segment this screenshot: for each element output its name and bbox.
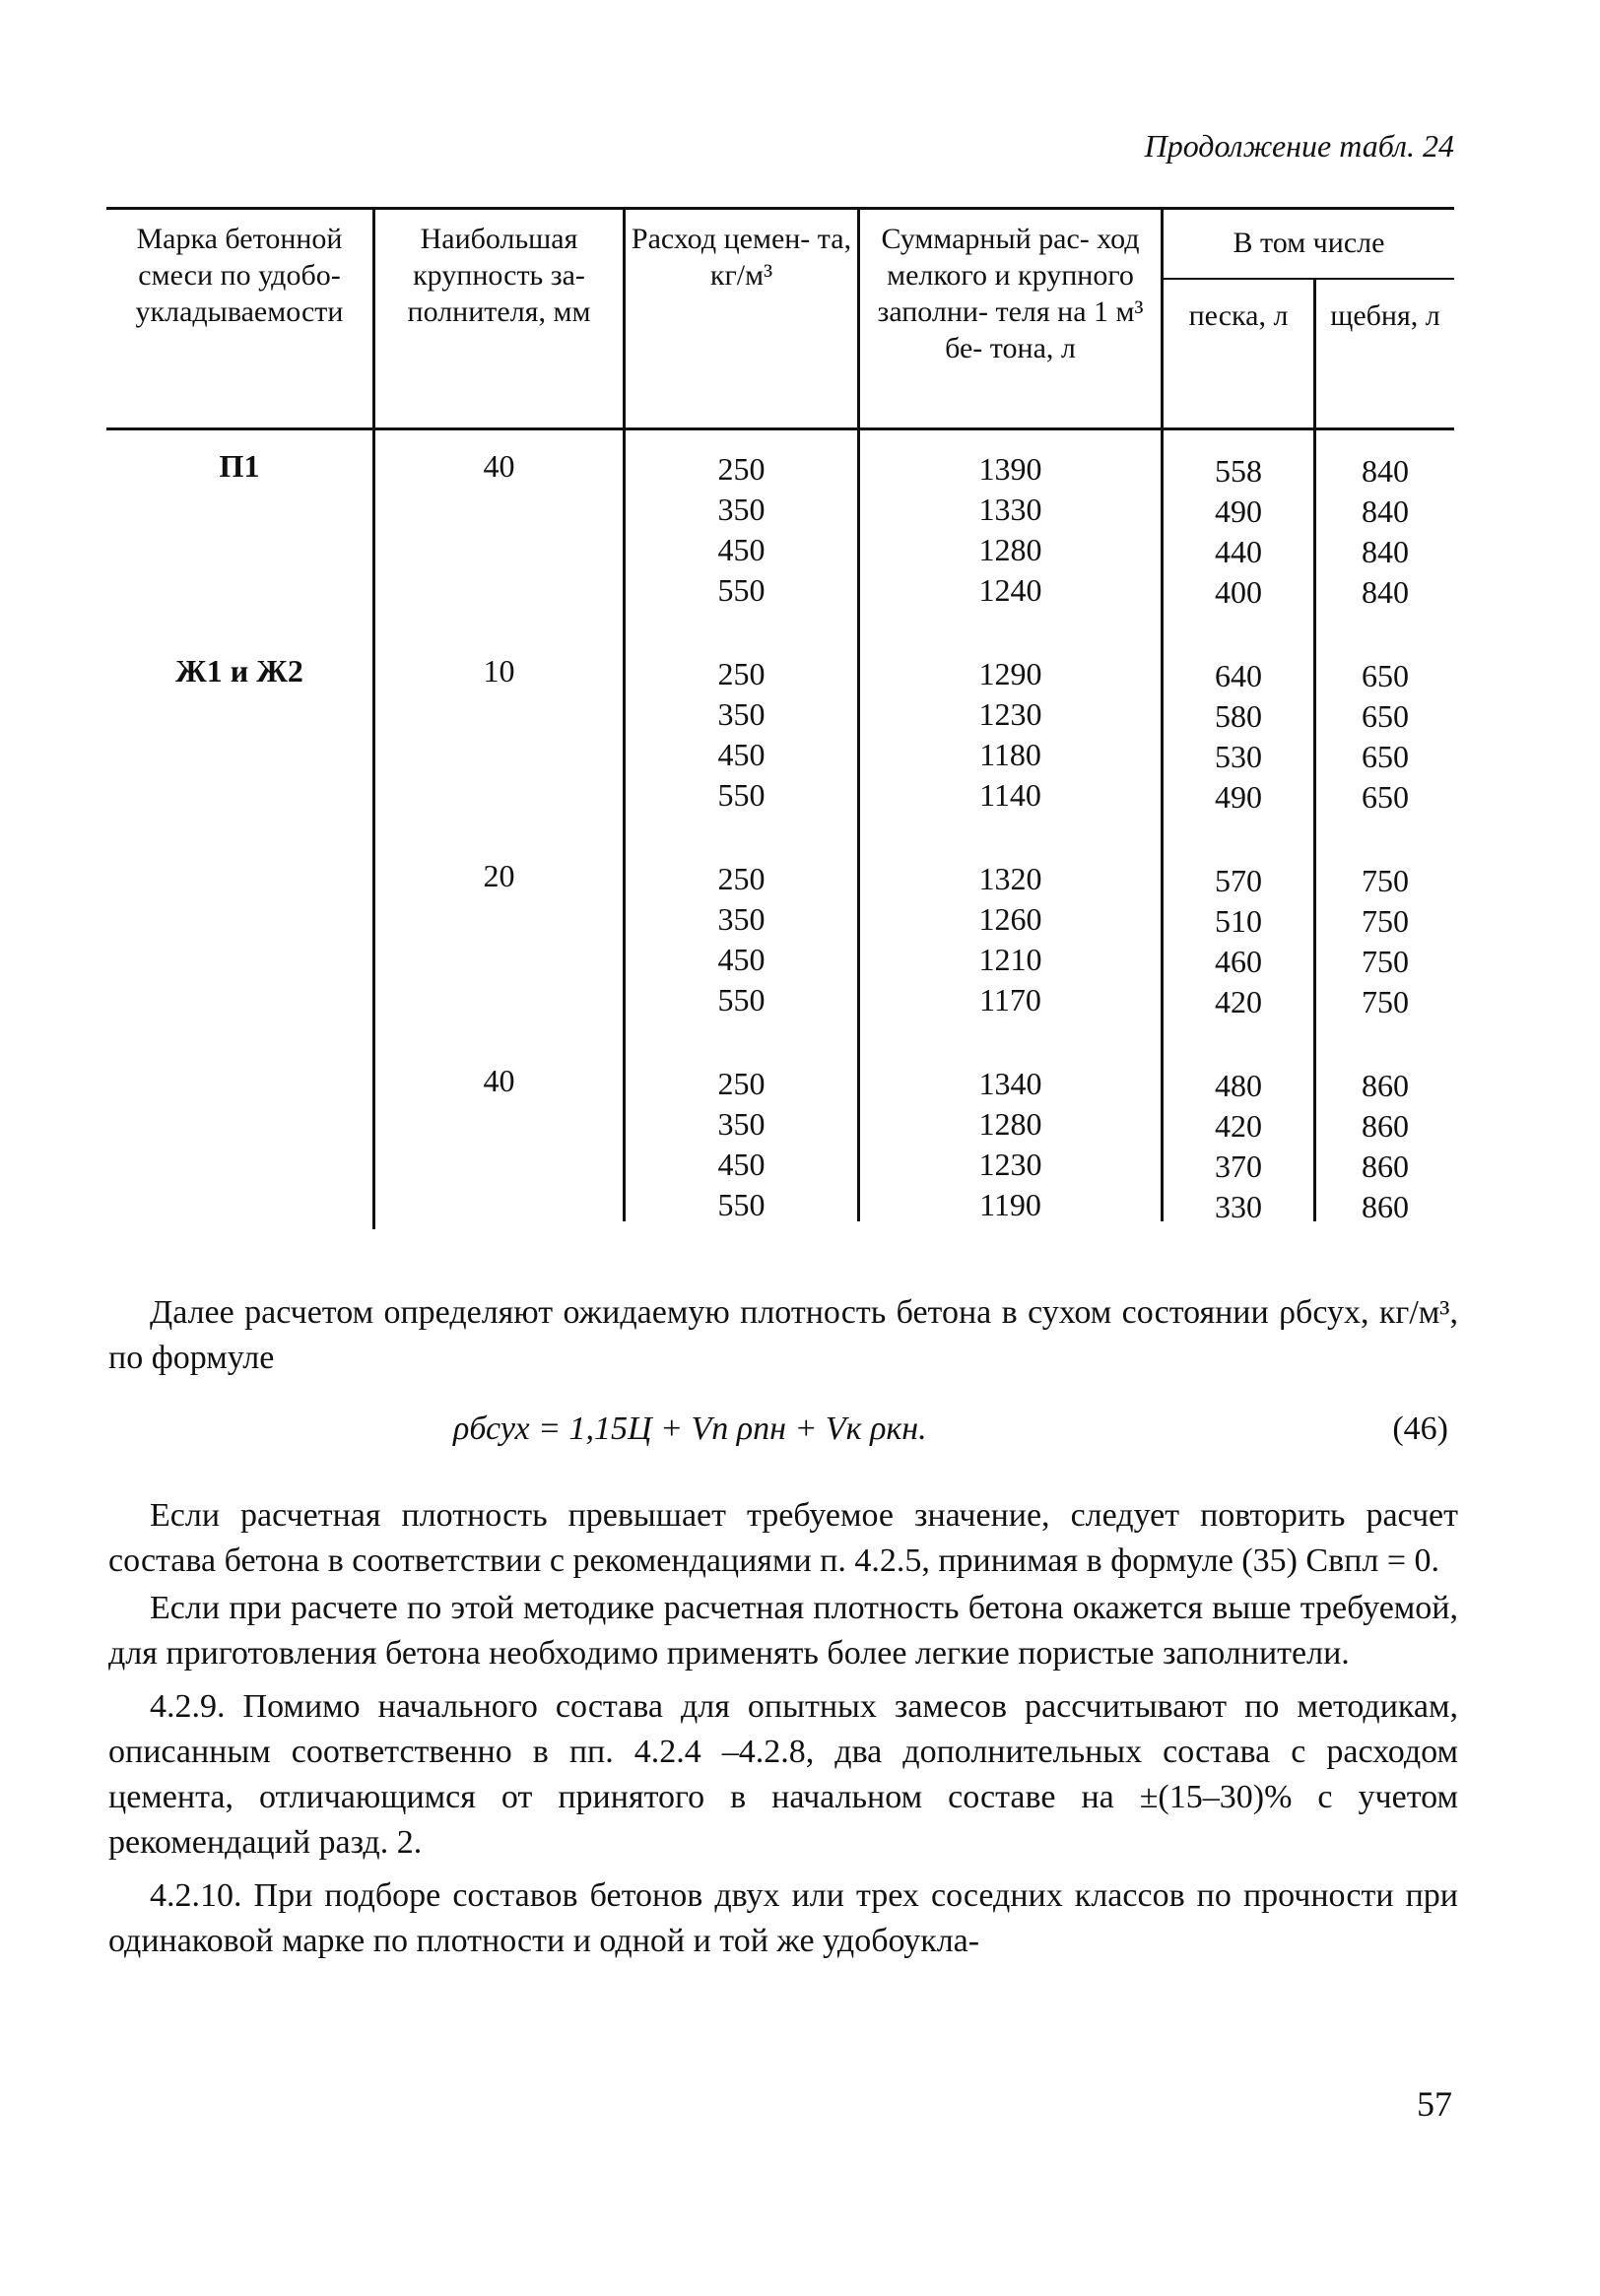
cement-values: [626, 654, 857, 816]
table-cell: 1390: [978, 451, 1042, 487]
formula-number: (46): [1392, 1410, 1448, 1447]
table-cell: 550: [717, 982, 766, 1017]
table-cell: 750: [1362, 863, 1409, 898]
table-cell: 1240: [978, 572, 1042, 608]
paragraph-density-intro: Далее расчетом определяют ожидаемую плотность бетона в сухом состоянии ρбсух, кг/м³, по формуле: [108, 1294, 1458, 1376]
table-cell: 840: [1362, 453, 1409, 489]
table-cell: 750: [1362, 903, 1409, 939]
table-cell: 860: [1362, 1148, 1409, 1184]
table-cell: 550: [717, 572, 766, 608]
header-total: Суммарный рас- ход мелкого и крупного заполни- теля на 1 м³ бе- тона, л: [877, 223, 1144, 364]
group-size: 20: [483, 858, 515, 893]
table-cell: 1140: [979, 777, 1041, 813]
cement-values: [626, 859, 857, 1020]
sand-values: [1164, 656, 1313, 818]
gravel-values: [1316, 451, 1454, 613]
table-cell: 1290: [978, 656, 1042, 691]
table-top-rule: [106, 207, 1454, 210]
table-cell: 840: [1362, 574, 1409, 610]
table-cell: 330: [1215, 1189, 1262, 1224]
table-cell: 450: [717, 942, 766, 977]
table-cell: 400: [1215, 574, 1262, 610]
total-values: [860, 449, 1161, 611]
table-cell: 350: [717, 696, 766, 732]
table-cell: 840: [1362, 534, 1409, 569]
total-values: [860, 654, 1161, 816]
gravel-values: [1316, 1066, 1454, 1227]
header-gravel: щебня, л: [1330, 299, 1440, 332]
header-sand: песка, л: [1188, 299, 1289, 332]
table-cell: 350: [717, 492, 766, 527]
table-cell: 510: [1215, 903, 1262, 939]
table-cell: 460: [1215, 944, 1262, 979]
table-cell: 860: [1362, 1189, 1409, 1224]
cement-values: [626, 449, 857, 611]
table-cell: 1280: [978, 532, 1042, 567]
body-text: [108, 1493, 1458, 1964]
table-cell: 1230: [978, 696, 1042, 732]
table-cell: 1230: [978, 1147, 1042, 1182]
table-cell: 1180: [979, 737, 1041, 772]
table-cell: 650: [1362, 779, 1409, 815]
group-size: 40: [483, 1063, 515, 1098]
paragraph-light-aggregates: Если при расчете по этой методике расчетная плотность бетона окажется выше требуемой, для приготовления бетона необходимо применять более легкие пористые заполнители.: [108, 1590, 1458, 1672]
total-values: [860, 1064, 1161, 1225]
table-cell: 480: [1215, 1068, 1262, 1103]
table-cell: 1330: [978, 492, 1042, 527]
table-cell: 350: [717, 1106, 766, 1142]
table-cell: 250: [717, 861, 766, 896]
table-cell: 640: [1215, 658, 1262, 693]
table-cell: 750: [1362, 944, 1409, 979]
sand-values: [1164, 451, 1313, 613]
table-cell: 650: [1362, 658, 1409, 693]
header-cement: Расход цемен- та, кг/м³: [631, 223, 852, 292]
table-cell: 440: [1215, 534, 1262, 569]
table-continuation-label: Продолжение табл. 24: [1144, 128, 1454, 164]
table-cell: 860: [1362, 1108, 1409, 1144]
total-values: [860, 859, 1161, 1020]
table-cell: 550: [717, 777, 766, 813]
table-cell: 490: [1215, 493, 1262, 529]
table-cell: 250: [717, 451, 766, 487]
table-cell: 840: [1362, 493, 1409, 529]
table-cell: 370: [1215, 1148, 1262, 1184]
group-header-rule: [1161, 278, 1454, 280]
cement-values: [626, 1064, 857, 1225]
sand-values: [1164, 1066, 1313, 1227]
header-mark: Марка бетонной смеси по удобо- укладываемости: [135, 223, 344, 328]
table-cell: 530: [1215, 739, 1262, 774]
formula-expression: ρбсух = 1,15Ц + Vп ρпн + Vк ρкн.: [453, 1410, 927, 1447]
paragraph-4-2-10: 4.2.10. При подборе составов бетонов двух или трех соседних классов по прочности при одинаковой марке по плотности и одной и той же удобоукла-: [108, 1877, 1458, 1959]
group-mark: Ж1 и Ж2: [175, 653, 303, 689]
table-cell: 570: [1215, 863, 1262, 898]
header-group: В том числе: [1233, 227, 1385, 259]
table-cell: 1210: [978, 942, 1042, 977]
table-cell: 350: [717, 901, 766, 937]
table-cell: 250: [717, 656, 766, 691]
table-cell: 1280: [978, 1106, 1042, 1142]
table-cell: 860: [1362, 1068, 1409, 1103]
table-cell: 490: [1215, 779, 1262, 815]
table-cell: 1170: [979, 982, 1041, 1017]
page-number: 57: [1417, 2084, 1452, 2124]
table-cell: 420: [1215, 1108, 1262, 1144]
table-cell: 250: [717, 1066, 766, 1101]
table-cell: 450: [717, 737, 766, 772]
table-cell: 1320: [978, 861, 1042, 896]
table-cell: 650: [1362, 739, 1409, 774]
table-cell: 1190: [979, 1187, 1041, 1222]
table-cell: 650: [1362, 698, 1409, 734]
table-cell: 550: [717, 1187, 766, 1222]
table-cell: 450: [717, 1147, 766, 1182]
group-mark: П1: [219, 448, 260, 484]
group-size: 40: [483, 448, 515, 484]
gravel-values: [1316, 861, 1454, 1022]
paragraph-recalculate: Если расчетная плотность превышает требуемое значение, следует повторить расчет состава бетона в соответствии с рекомендациями п. 4.2.5, принимая в формуле (35) Cвпл = 0.: [108, 1497, 1458, 1579]
table-cell: 450: [717, 532, 766, 567]
gravel-values: [1316, 656, 1454, 818]
table-cell: 1260: [978, 901, 1042, 937]
header-bottom-rule: [106, 427, 1454, 430]
table-cell: 1340: [978, 1066, 1042, 1101]
table-cell: 750: [1362, 984, 1409, 1019]
sand-values: [1164, 861, 1313, 1022]
paragraph-4-2-9: 4.2.9. Помимо начального состава для опытных замесов рассчитывают по методикам, описанным соответственно в пп. 4.2.4 –4.2.8, два дополнительных состава с расходом цемента, отличающимся от принятого в начальном составе на ±(15–30)% с учетом рекомендаций разд. 2.: [108, 1688, 1458, 1861]
group-size: 10: [483, 653, 515, 689]
table-cell: 420: [1215, 984, 1262, 1019]
table-cell: 558: [1215, 453, 1262, 489]
table-cell: 580: [1215, 698, 1262, 734]
header-size: Наибольшая крупность за- полнителя, мм: [407, 223, 591, 328]
